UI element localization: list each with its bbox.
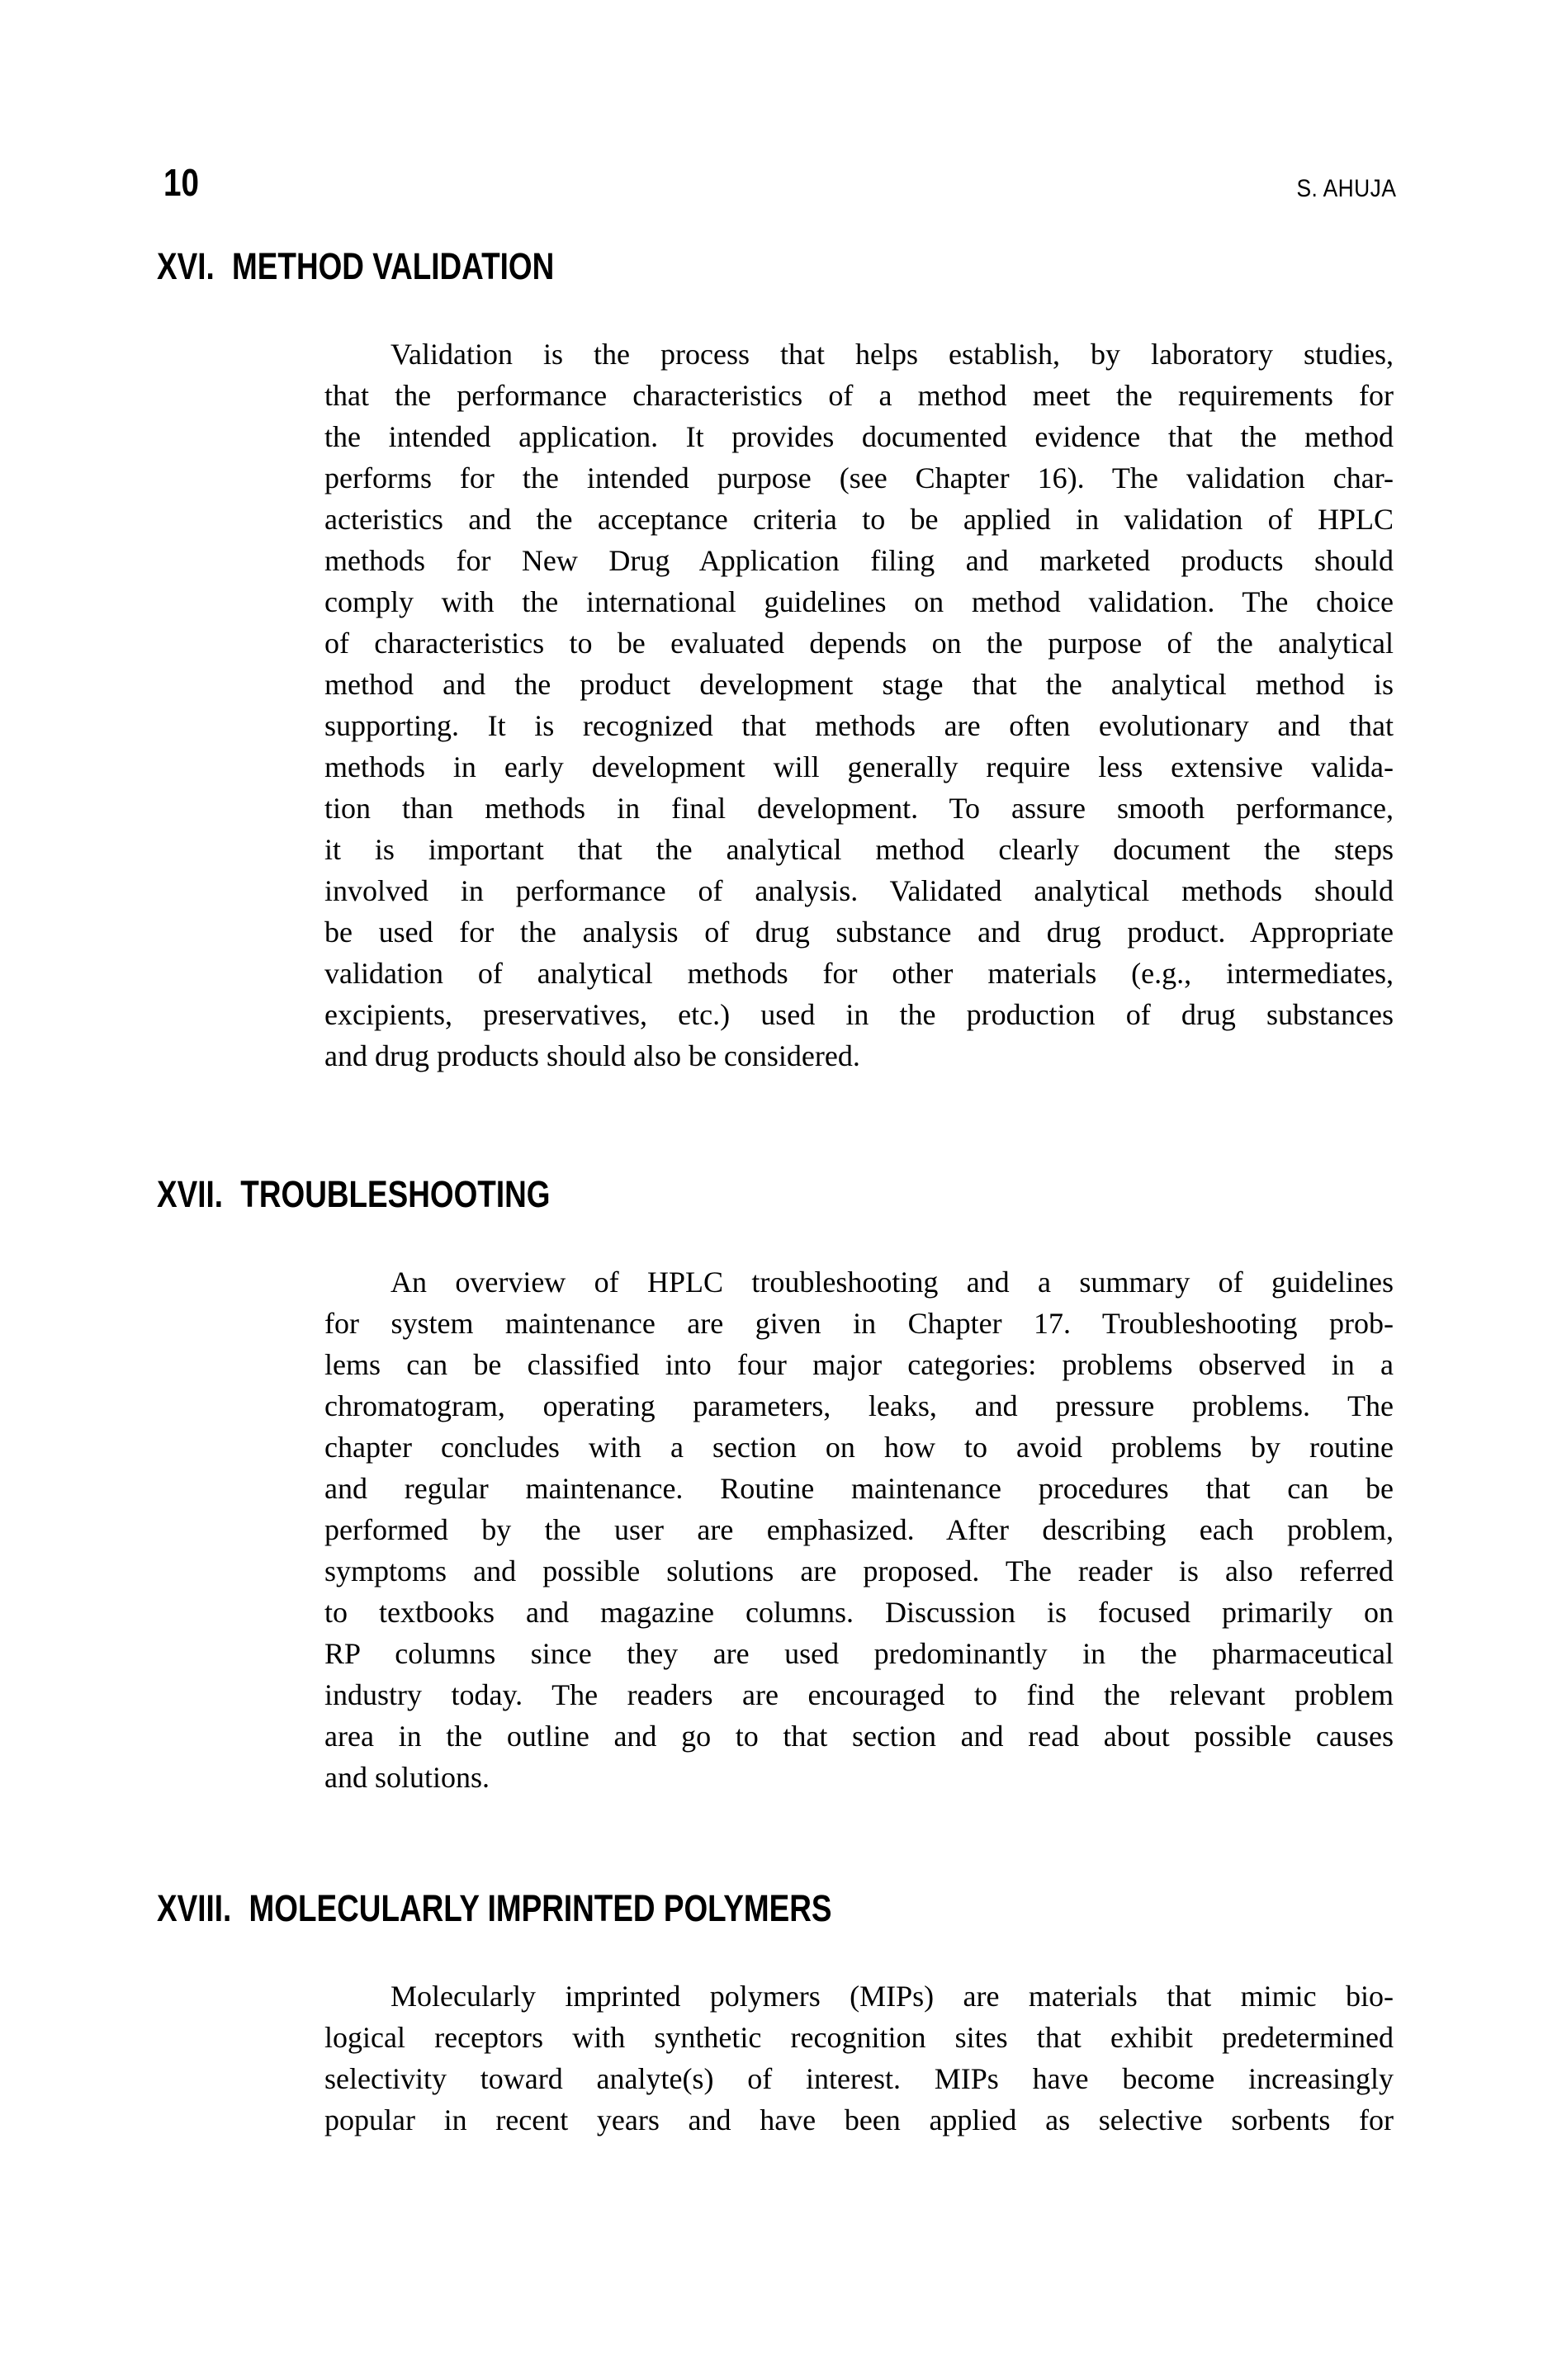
section-paragraph bbox=[324, 1261, 1394, 1798]
section bbox=[0, 244, 1562, 1076]
text-line: and solutions. bbox=[324, 1761, 490, 1794]
text-line: industry today. The readers are encouraged to find the relevant problem bbox=[324, 1678, 1394, 1711]
text-line: involved in performance of analysis. Validated analytical methods should bbox=[324, 874, 1394, 907]
text-line: and drug products should also be considered. bbox=[324, 1039, 860, 1072]
text-line: methods for New Drug Application filing and marketed products should bbox=[324, 544, 1394, 577]
text-line: the intended application. It provides documented evidence that the method bbox=[324, 420, 1394, 453]
section-heading bbox=[157, 1886, 1309, 1931]
text-line: chapter concludes with a section on how to avoid problems by routine bbox=[324, 1431, 1394, 1464]
text-line: logical receptors with synthetic recognition sites that exhibit predetermined bbox=[324, 2021, 1394, 2054]
section-heading bbox=[157, 244, 1309, 289]
section bbox=[0, 1886, 1562, 2141]
text-line: popular in recent years and have been applied as selective sorbents for bbox=[324, 2103, 1394, 2136]
section-numeral: XVIII. bbox=[157, 1887, 232, 1929]
text-line: and regular maintenance. Routine maintenance procedures that can be bbox=[324, 1472, 1394, 1505]
text-line: chromatogram, operating parameters, leaks, and pressure problems. The bbox=[324, 1389, 1394, 1422]
text-line: performed by the user are emphasized. After describing each problem, bbox=[324, 1513, 1394, 1546]
text-line: area in the outline and go to that section and read about possible causes bbox=[324, 1720, 1394, 1753]
text-line: method and the product development stage that the analytical method is bbox=[324, 668, 1394, 701]
text-line: symptoms and possible solutions are proposed. The reader is also referred bbox=[324, 1554, 1394, 1587]
text-line: validation of analytical methods for other materials (e.g., intermediates, bbox=[324, 957, 1394, 990]
text-line: selectivity toward analyte(s) of interest. MIPs have become increasingly bbox=[324, 2062, 1394, 2095]
section-paragraph bbox=[324, 334, 1394, 1076]
section-title: METHOD VALIDATION bbox=[232, 245, 555, 287]
section-numeral: XVI. bbox=[157, 245, 215, 287]
text-line: of characteristics to be evaluated depends on the purpose of the analytical bbox=[324, 627, 1394, 660]
text-line: lems can be classified into four major categories: problems observed in a bbox=[324, 1348, 1394, 1381]
text-line: methods in early development will generally require less extensive valida- bbox=[324, 750, 1394, 783]
text-line: Molecularly imprinted polymers (MIPs) are materials that mimic bio- bbox=[390, 1980, 1394, 2013]
text-line: supporting. It is recognized that methods are often evolutionary and that bbox=[324, 709, 1394, 742]
running-head: S. AHUJA bbox=[1296, 175, 1396, 202]
section-heading bbox=[157, 1172, 1309, 1217]
text-line: RP columns since they are used predominantly in the pharmaceutical bbox=[324, 1637, 1394, 1670]
text-line: it is important that the analytical method clearly document the steps bbox=[324, 833, 1394, 866]
text-line: be used for the analysis of drug substance and drug product. Appropriate bbox=[324, 916, 1394, 949]
section-title: MOLECULARLY IMPRINTED POLYMERS bbox=[248, 1887, 832, 1929]
page-number: 10 bbox=[163, 161, 199, 204]
text-line: acteristics and the acceptance criteria to be applied in validation of HPLC bbox=[324, 503, 1394, 536]
section bbox=[0, 1172, 1562, 1798]
text-line: for system maintenance are given in Chapter 17. Troubleshooting prob- bbox=[324, 1307, 1394, 1340]
text-line: An overview of HPLC troubleshooting and a summary of guidelines bbox=[390, 1266, 1394, 1299]
section-paragraph bbox=[324, 1975, 1394, 2141]
text-line: Validation is the process that helps establish, by laboratory studies, bbox=[390, 338, 1394, 371]
text-line: performs for the intended purpose (see Chapter 16). The validation char- bbox=[324, 461, 1394, 494]
section-title: TROUBLESHOOTING bbox=[240, 1173, 551, 1215]
text-line: to textbooks and magazine columns. Discussion is focused primarily on bbox=[324, 1596, 1394, 1629]
text-line: that the performance characteristics of a method meet the requirements for bbox=[324, 379, 1394, 412]
text-line: tion than methods in final development. To assure smooth performance, bbox=[324, 792, 1394, 825]
text-line: excipients, preservatives, etc.) used in the production of drug substances bbox=[324, 998, 1394, 1031]
text-line: comply with the international guidelines on method validation. The choice bbox=[324, 585, 1394, 618]
section-numeral: XVII. bbox=[157, 1173, 223, 1215]
